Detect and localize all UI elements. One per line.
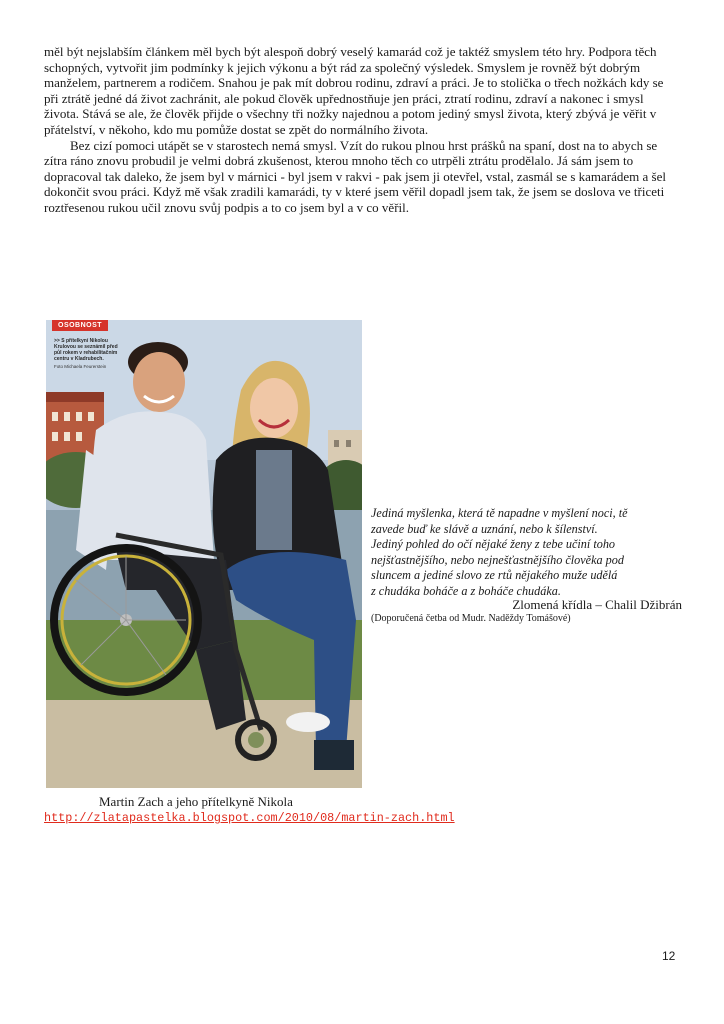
quote-line: Jediný pohled do očí nějaké ženy z tebe učiní toho [371, 537, 616, 552]
photo-inset-caption: >> S přítelkyní Nikolou Krulovou se seznámil před půl rokem v rehabilitačním centru v Kladrubech. [54, 338, 118, 362]
quote-line: Jediná myšlenka, která tě napadne v myšlení noci, tě [371, 506, 628, 520]
quote-source: Zlomená křídla – Chalil Džibrán [512, 597, 682, 612]
section-tag: OSOBNOST [52, 320, 108, 331]
quote-recommendation: (Doporučená četba od Mudr. Naděždy Tomášové) [371, 613, 571, 624]
body-text [44, 44, 680, 216]
quote-line: z chudáka boháče a z boháče chudáka. [371, 583, 561, 598]
quote-line: nejšťastnějšího, nebo nejnešťastnějšího člověka pod [371, 552, 624, 567]
page-number: 12 [662, 949, 676, 963]
quote-line: sluncem a jediné slovo ze rtů nějakého muže udělá [371, 568, 618, 583]
quote [371, 506, 691, 600]
photo-caption: Martin Zach a jeho přítelkyně Nikola [99, 794, 293, 809]
photo-illustration [46, 320, 362, 788]
paragraph-1: měl být nejslabším článkem měl bych být alespoň dobrý veselý kamarád což je taktéž smyslem této hry. Podpora těch schopných, vytvořit jim podmínky k jejich výkonu a být rád za společný výsledek. Smyslem je rovněž být dobrým manželem, partnerem a rodičem. Snahou je pak mít dobrou rodinu, zdraví a práci. Je to stolička o třech nožkách kdy se při ztrátě jedné dá život zachránit, ale pokud člověk upřednostňuje jen práci, ztratí rodinu, zdraví a nakonec i smysl života. Stává se ale, že člověk přijde o všechny tři nožky najednou a potom jediný smysl života, který zbývá je věřit v přátelství, v někoho, kdo mu pomůže dostat se zpět do normálního života. [44, 44, 664, 137]
quote-line: zavede buď ke slávě a uznání, nebo k šílenství. [371, 521, 598, 536]
photo-martin-nikola [46, 320, 362, 788]
photo-credit: Foto Michaela Feurerstein [54, 364, 107, 369]
source-link[interactable]: http://zlatapastelka.blogspot.com/2010/08/martin-zach.html [44, 811, 455, 825]
paragraph-2: Bez cizí pomoci utápět se v starostech nemá smysl. Vzít do rukou plnou hrst prášků na spaní, dost na to abych se zítra ráno znovu probudil je velmi dobrá zkušenost, kterou mnoho těch co utrpěli ztrátu prodělalo. Já sám jsem to dopracoval tak daleko, že jsem byl v márnici - byl jsem v rakvi - pak jsem ji otevřel, vstal, zasmál se s kamarádem a šel dokončit svou práci. Když mě však zradili kamarádi, ty v které jsem věřil dopadl jsem tak, že jsem se doslova ve třiceti roztřesenou rukou učil znovu svůj podpis a to co jsem byl a v co věřil. [44, 137, 666, 215]
